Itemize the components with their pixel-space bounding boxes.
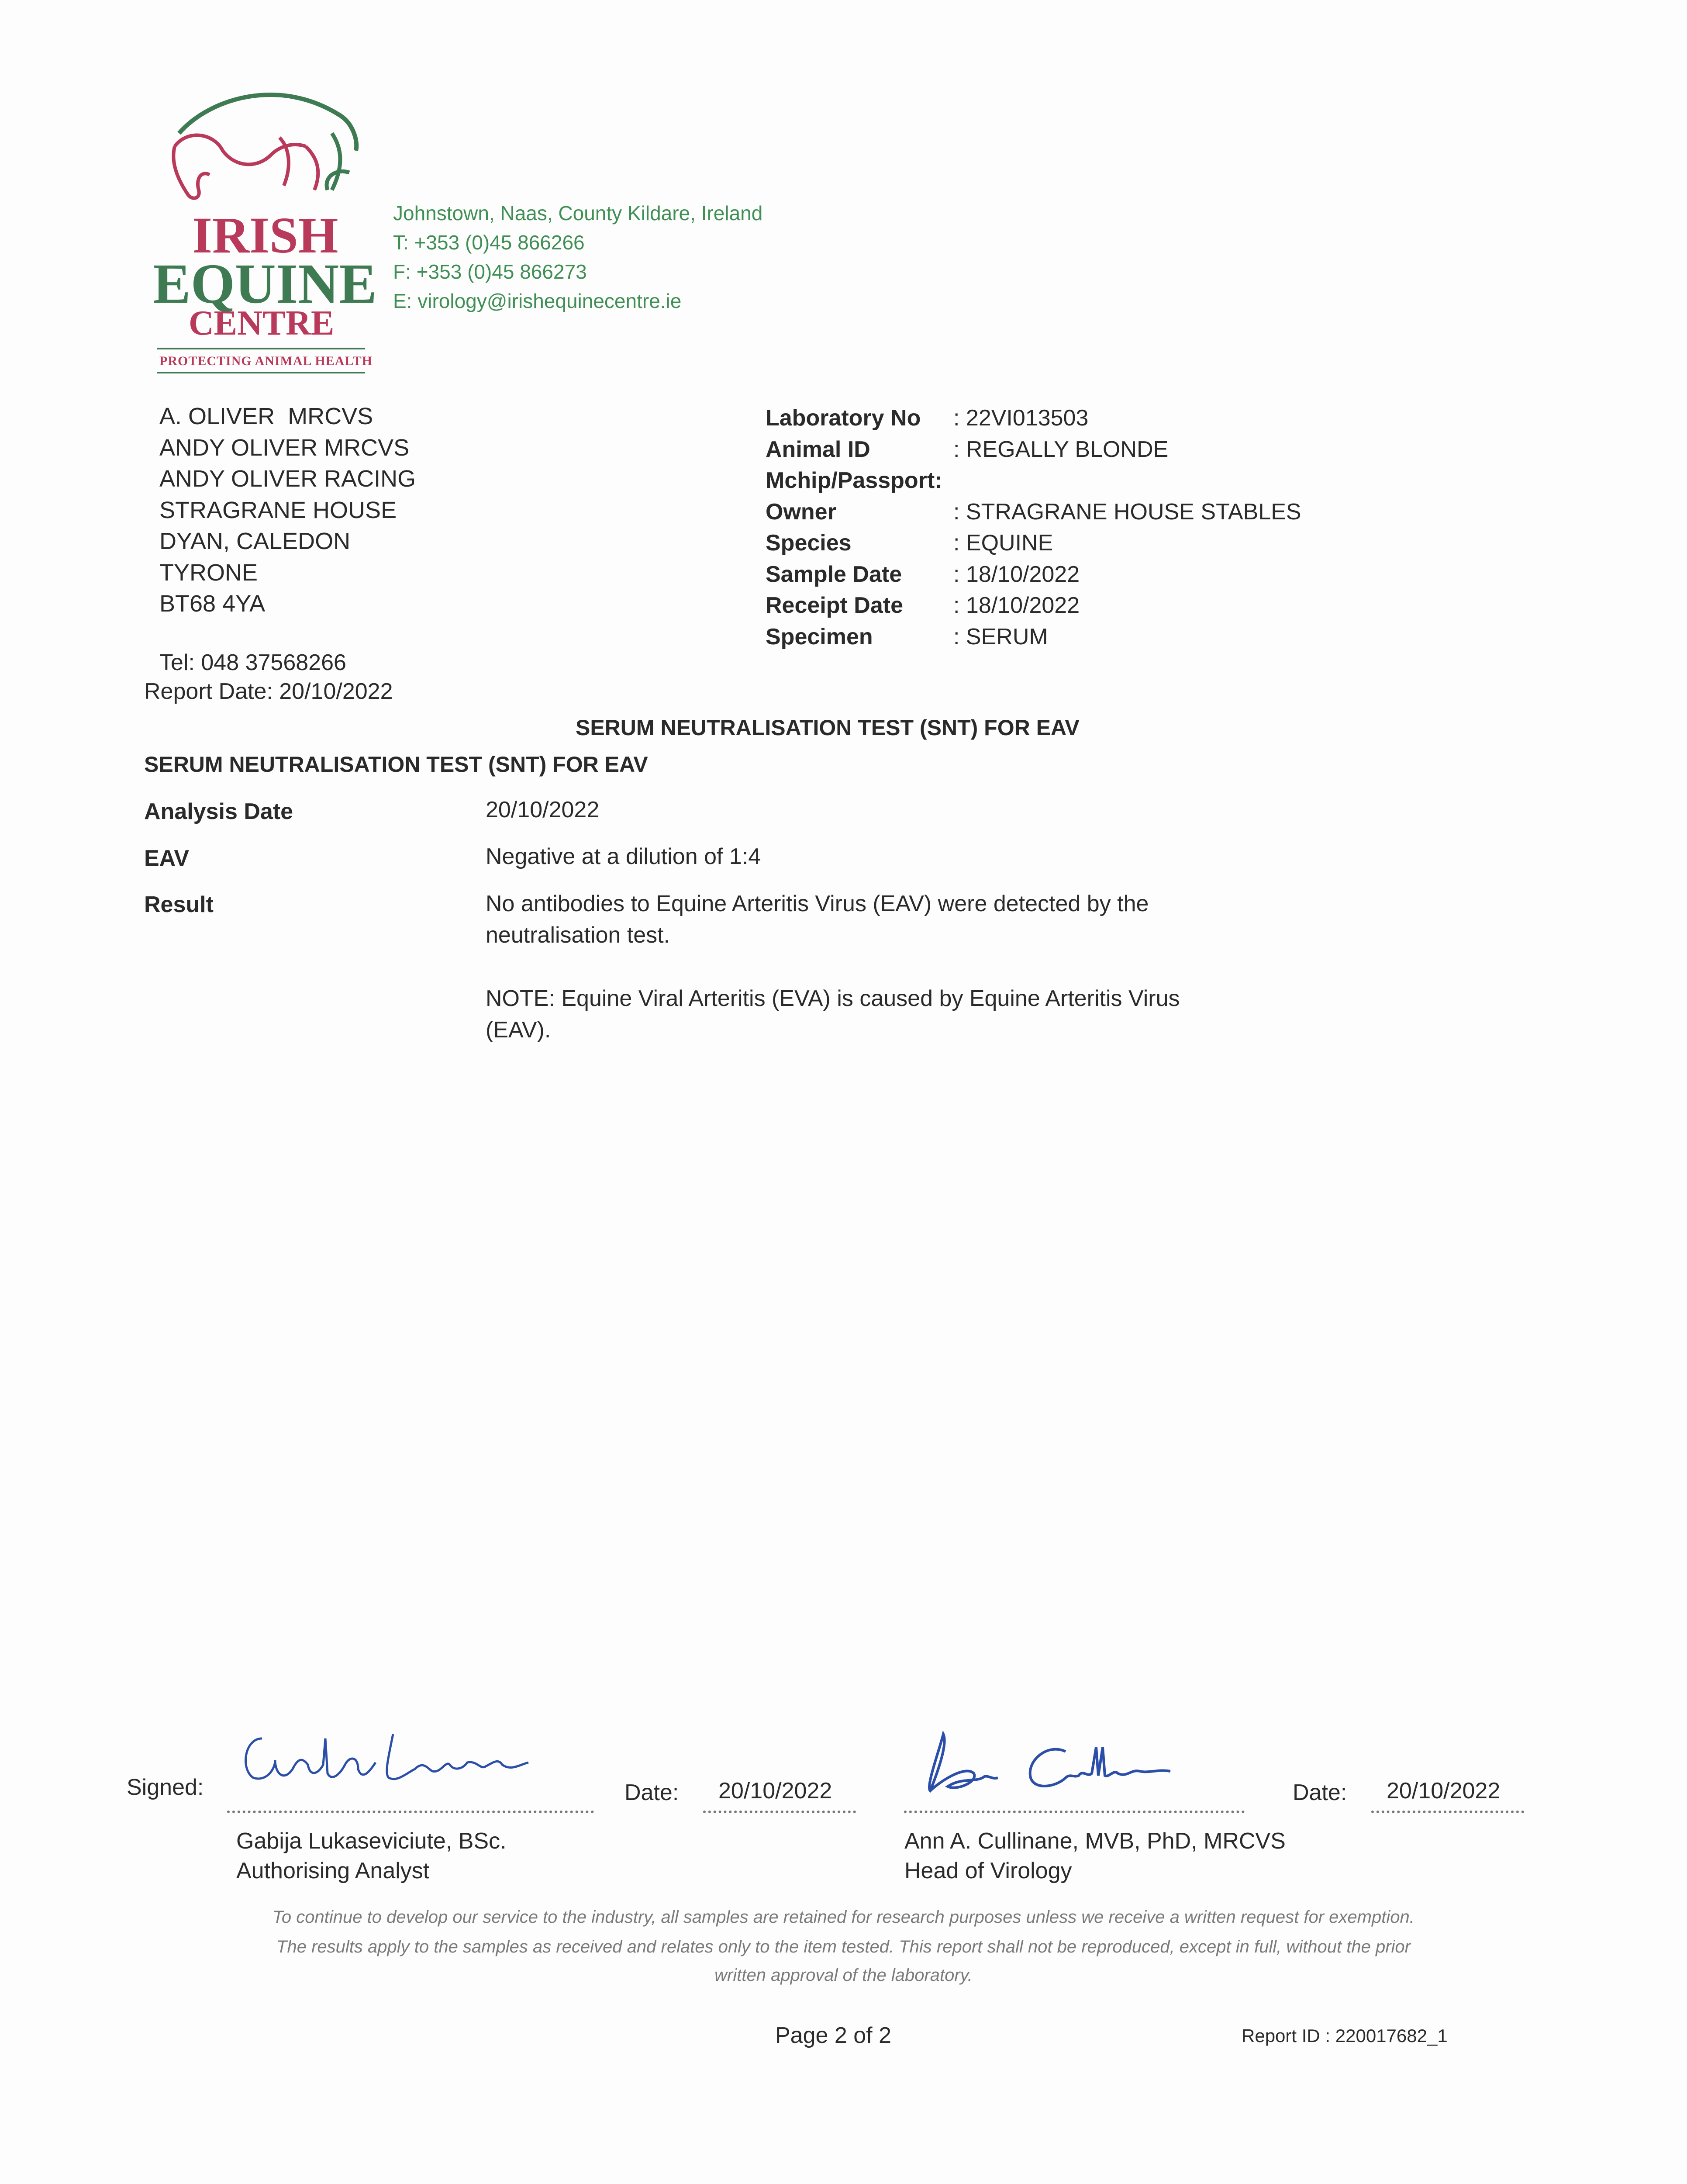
eav-label: EAV xyxy=(144,846,190,871)
sample-value: : REGALLY BLONDE xyxy=(953,436,1169,462)
date-label-right: Date: xyxy=(1293,1780,1347,1805)
address-line: ANDY OLIVER MRCVS xyxy=(159,434,410,461)
horse-logo-icon xyxy=(148,81,376,225)
fax-label: F: xyxy=(393,260,411,283)
contact-block xyxy=(393,199,762,316)
test-heading-centered: SERUM NEUTRALISATION TEST (SNT) FOR EAV xyxy=(576,715,1080,740)
test-heading: SERUM NEUTRALISATION TEST (SNT) FOR EAV xyxy=(144,752,648,777)
sample-value: : 18/10/2022 xyxy=(953,593,1080,618)
analysis-date-label: Analysis Date xyxy=(144,799,293,824)
sample-row xyxy=(766,465,1301,497)
email-value: virology@irishequinecentre.ie xyxy=(417,290,682,312)
date-line-right xyxy=(1371,1811,1524,1813)
phone-label: T: xyxy=(393,231,409,254)
sample-row xyxy=(766,559,1301,591)
sample-details xyxy=(766,403,1301,653)
date-line-left xyxy=(703,1811,856,1813)
signatory-right-name: Ann A. Cullinane, MVB, PhD, MRCVS xyxy=(904,1828,1286,1854)
sample-label: Laboratory No xyxy=(766,405,921,431)
sample-row xyxy=(766,622,1301,653)
signatory-left-title: Authorising Analyst xyxy=(236,1858,430,1883)
phone-value: +353 (0)45 866266 xyxy=(414,231,585,254)
disclaimer-line-2: The results apply to the samples as received and relates only to the item tested. This report shall not be reproduced, except in full, without the prior xyxy=(276,1937,1411,1956)
date-label-left: Date: xyxy=(624,1780,679,1805)
analysis-date-value: 20/10/2022 xyxy=(486,797,600,822)
sample-label: Animal ID xyxy=(766,436,870,462)
sample-label: Specimen xyxy=(766,624,873,650)
report-date: Report Date: 20/10/2022 xyxy=(144,679,393,704)
signatory-right-title: Head of Virology xyxy=(904,1858,1072,1883)
page-number: Page 2 of 2 xyxy=(775,2023,891,2048)
contact-phone xyxy=(393,228,762,257)
logo-word-irish: IRISH xyxy=(192,207,338,264)
signed-label: Signed: xyxy=(127,1775,204,1800)
recipient-address xyxy=(159,401,416,620)
date-value-right: 20/10/2022 xyxy=(1387,1778,1501,1804)
signature-line-right xyxy=(904,1811,1245,1813)
sample-row xyxy=(766,497,1301,528)
eav-value: Negative at a dilution of 1:4 xyxy=(486,844,761,869)
address-line: ANDY OLIVER RACING xyxy=(159,466,416,492)
result-text: No antibodies to Equine Arteritis Virus (EAV) were detected by the neutralisation test. xyxy=(486,891,1149,948)
sample-row xyxy=(766,403,1301,434)
logo-word-centre: CENTRE xyxy=(189,304,335,342)
logo-tagline: PROTECTING ANIMAL HEALTH xyxy=(159,354,373,368)
result-label: Result xyxy=(144,892,214,917)
contact-address: Johnstown, Naas, County Kildare, Ireland xyxy=(393,202,763,225)
logo-divider-bottom xyxy=(157,372,365,373)
fax-value: +353 (0)45 866273 xyxy=(416,260,587,283)
sample-value: : 22VI013503 xyxy=(953,405,1089,431)
sample-row xyxy=(766,590,1301,622)
sample-label: Mchip/Passport: xyxy=(766,468,942,493)
address-line: A. OLIVER MRCVS xyxy=(159,403,373,429)
address-line: BT68 4YA xyxy=(159,591,266,617)
date-value-left: 20/10/2022 xyxy=(718,1778,832,1804)
sample-value: : 18/10/2022 xyxy=(953,561,1080,587)
sample-label: Owner xyxy=(766,499,836,525)
signatory-left-name: Gabija Lukaseviciute, BSc. xyxy=(236,1828,507,1854)
sample-row xyxy=(766,528,1301,559)
sample-label: Species xyxy=(766,530,852,556)
address-line: TYRONE xyxy=(159,559,258,586)
contact-fax xyxy=(393,257,762,287)
recipient-tel: Tel: 048 37568266 xyxy=(159,650,346,675)
sample-label: Receipt Date xyxy=(766,593,903,618)
note-text: NOTE: Equine Viral Arteritis (EVA) is caused by Equine Arteritis Virus (EAV). xyxy=(486,986,1180,1043)
sample-value: : SERUM xyxy=(953,624,1048,650)
logo-word-equine: EQUINE xyxy=(153,252,377,315)
sample-label: Sample Date xyxy=(766,561,902,587)
logo-divider xyxy=(157,348,365,349)
signature-left-icon xyxy=(231,1721,546,1800)
sample-value: : STRAGRANE HOUSE STABLES xyxy=(953,499,1301,525)
signature-right-icon xyxy=(900,1725,1205,1804)
contact-email xyxy=(393,287,762,316)
address-line: STRAGRANE HOUSE xyxy=(159,497,397,523)
report-id: Report ID : 220017682_1 xyxy=(1242,2025,1448,2046)
email-label: E: xyxy=(393,290,412,312)
sample-value: : EQUINE xyxy=(953,530,1053,556)
address-line: DYAN, CALEDON xyxy=(159,528,351,554)
sample-row xyxy=(766,434,1301,466)
signature-line-left xyxy=(227,1811,594,1813)
disclaimer-line-1: To continue to develop our service to the industry, all samples are retained for research purposes unless we receive a written request for exemption. xyxy=(273,1908,1414,1927)
disclaimer-line-3: written approval of the laboratory. xyxy=(714,1966,973,1985)
